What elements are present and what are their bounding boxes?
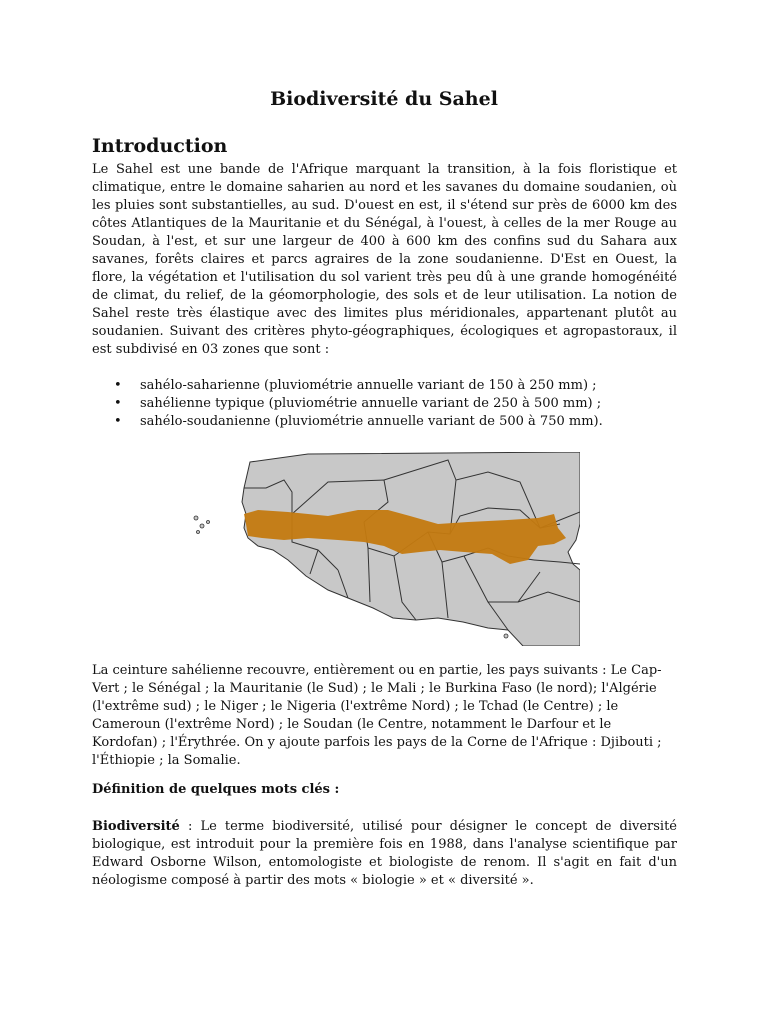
list-item (92, 413, 677, 431)
zone-label: sahélo-soudanienne (pluviométrie annuelle variant de 500 à 750 mm). (140, 414, 603, 429)
biodiversity-term: Biodiversité (92, 819, 180, 834)
sahel-map-icon (188, 452, 580, 646)
zone-label: sahélo-saharienne (pluviométrie annuelle variant de 150 à 250 mm) ; (140, 378, 597, 393)
intro-paragraph: Le Sahel est une bande de l'Afrique marquant la transition, à la fois floristique et climatique, entre le domaine saharien au nord et les savanes du domaine soudanien, où les pluies sont substantielles, au sud. D'ouest en est, il s'étend sur près de 6000 km des côtes Atlantiques de la Mauritanie et du Sénégal, à l'ouest, à celles de la mer Rouge au Soudan, à l'est, et sur une largeur de 400 à 600 km des confins sud du Sahara aux savanes, forêts claires et parcs agraires de la zone soudanienne. D'Est en Ouest, la flore, la végétation et l'utilisation du sol varient très peu dû à une grande homogénéité de climat, du relief, de la géomorphologie, des sols et de leur utilisation. La notion de Sahel reste très élastique avec des limites plus méridionales, appartenant plutôt au soudanien. Suivant des critères phyto-géographiques, écologiques et agropastoraux, il est subdivisé en 03 zones que sont : (92, 162, 677, 357)
bullet-icon: • (114, 414, 122, 429)
bullet-icon: • (114, 396, 122, 411)
zones-list (92, 377, 677, 431)
biodiversity-definition (92, 818, 677, 890)
list-item (92, 395, 677, 413)
biodiversity-text: : Le terme biodiversité, utilisé pour désigner le concept de diversité biologique, est introduit pour la première fois en 1988, dans l'analyse scientifique par Edward Osborne Wilson, entomologiste et biologiste de renom. Il s'agit en fait d'un néologisme composé à partir des mots « biologie » et « diversité ». (92, 819, 677, 888)
intro-heading: Introduction (92, 135, 228, 157)
bullet-icon: • (114, 378, 122, 393)
countries-paragraph: La ceinture sahélienne recouvre, entièrement ou en partie, les pays suivants : Le Cap-Vert ; le Sénégal ; la Mauritanie (le Sud) ; le Mali ; le Burkina Faso (le nord); l'Algérie (l'extrême sud) ; le Niger ; le Nigeria (l'extrême Nord) ; le Tchad (le Centre) ; le Cameroun (l'extrême Nord) ; le Soudan (le Centre, notamment le Darfour et le Kordofan) ; l'Érythrée. On y ajoute parfois les pays de la Corne de l'Afrique : Djibouti ; l'Éthiopie ; la Somalie. (92, 663, 662, 768)
zone-label: sahélienne typique (pluviométrie annuelle variant de 250 à 500 mm) ; (140, 396, 602, 411)
page-title: Biodiversité du Sahel (270, 88, 498, 110)
sahel-map (188, 452, 580, 646)
list-item (92, 377, 677, 395)
definitions-heading: Définition de quelques mots clés : (92, 782, 340, 797)
